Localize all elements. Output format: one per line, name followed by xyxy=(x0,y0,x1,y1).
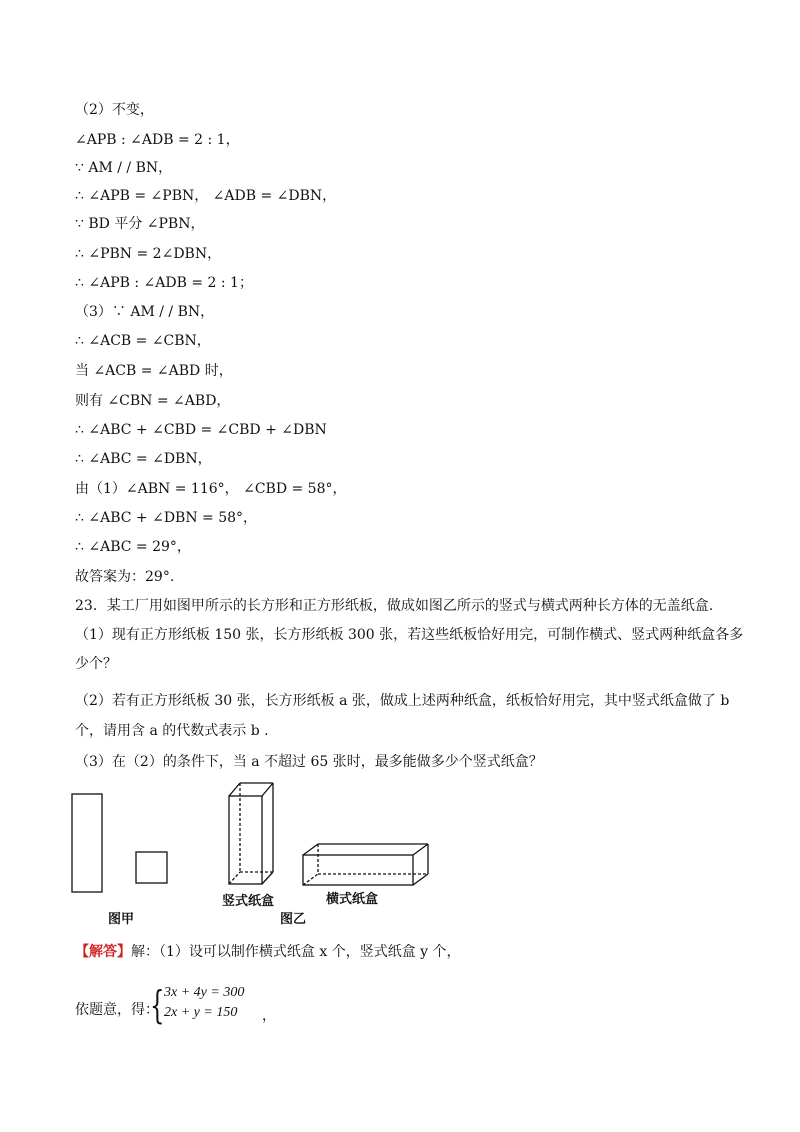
vertical-box-drawing xyxy=(229,783,273,884)
caption-figure-b: 图乙 xyxy=(280,912,307,927)
solution-intro-line xyxy=(75,942,461,962)
text-line-2: ∠APB : ∠ADB = 2 : 1， xyxy=(75,132,240,148)
text-line-18: 23．某工厂用如图甲所示的长方形和正方形纸板，做成如图乙所示的竖式与横式两种长方体的无盖纸盒. xyxy=(75,598,714,614)
solution-intro: 解：（1）设可以制作横式纸盒 x 个，竖式纸盒 y 个， xyxy=(131,944,461,960)
text-line-20: 少个？ xyxy=(75,656,117,672)
equation-1: 3x + 4y = 300 xyxy=(164,985,245,1000)
solution-prefix: 依题意，得： xyxy=(75,1002,159,1018)
text-line-14: 由（1）∠ABN = 116°， ∠CBD = 58°， xyxy=(75,481,347,497)
caption-vertical-box: 竖式纸盒 xyxy=(222,894,275,909)
equation-suffix: ， xyxy=(262,1008,276,1024)
text-line-3: ∵ AM / / BN， xyxy=(75,160,173,176)
text-line-19: （1）现有正方形纸板 150 张，长方形纸板 300 张，若这些纸板恰好用完，可制作横式、竖式两种纸盒各多 xyxy=(75,627,744,643)
text-line-15: ∴ ∠ABC + ∠DBN = 58°， xyxy=(75,510,258,526)
text-line-13: ∴ ∠ABC = ∠DBN， xyxy=(75,451,212,467)
horizontal-box-drawing xyxy=(303,844,428,885)
square-board xyxy=(136,852,167,883)
text-line-23: （3）在（2）的条件下，当 a 不超过 65 张时，最多能做多少个竖式纸盒？ xyxy=(75,754,543,770)
text-line-12: ∴ ∠ABC + ∠CBD = ∠CBD + ∠DBN xyxy=(75,422,327,438)
answer-tag: 【解答】 xyxy=(75,944,131,960)
text-line-9: ∴ ∠ACB = ∠CBN， xyxy=(75,333,211,349)
caption-figure-a: 图甲 xyxy=(108,912,135,927)
caption-horizontal-box: 横式纸盒 xyxy=(326,892,379,907)
text-line-5: ∵ BD 平分 ∠PBN， xyxy=(75,216,205,232)
equation-brace: { xyxy=(150,983,165,1027)
text-line-6: ∴ ∠PBN = 2∠DBN， xyxy=(75,246,222,262)
text-line-21: （2）若有正方形纸板 30 张，长方形纸板 a 张，做成上述两种纸盒，纸板恰好用完，其中竖式纸盒做了 b xyxy=(75,693,730,709)
equation-2: 2x + y = 150 xyxy=(164,1005,238,1020)
text-line-22: 个，请用含 a 的代数式表示 b . xyxy=(75,723,269,739)
text-line-4: ∴ ∠APB = ∠PBN， ∠ADB = ∠DBN， xyxy=(75,188,337,204)
text-line-10: 当 ∠ACB = ∠ABD 时， xyxy=(75,363,233,379)
text-line-17: 故答案为：29°. xyxy=(75,569,175,585)
text-line-8: （3）∵ AM / / BN， xyxy=(75,304,215,320)
text-line-1: （2）不变， xyxy=(75,102,154,118)
text-line-16: ∴ ∠ABC = 29°， xyxy=(75,539,191,555)
text-line-7: ∴ ∠APB : ∠ADB = 2 : 1； xyxy=(75,275,253,291)
text-line-11: 则有 ∠CBN = ∠ABD， xyxy=(75,393,231,409)
rectangle-board xyxy=(72,794,102,892)
